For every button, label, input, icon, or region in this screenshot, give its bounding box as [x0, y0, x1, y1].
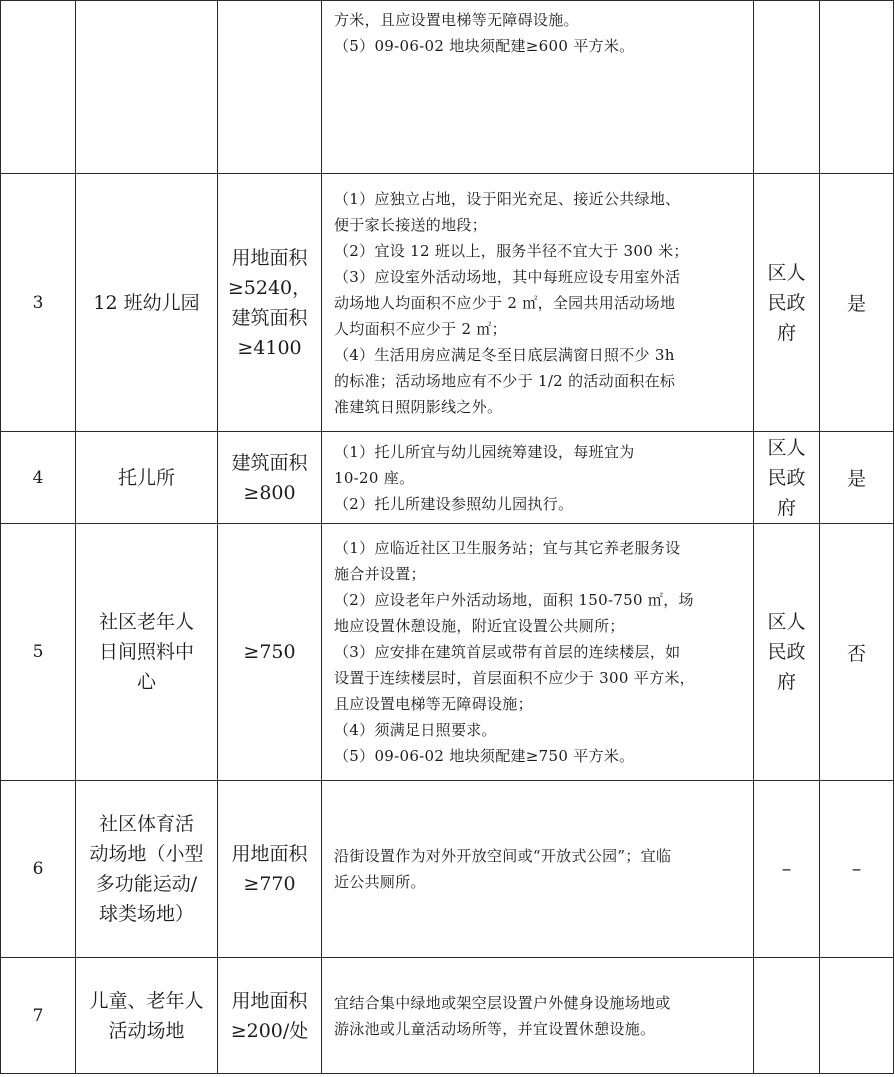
name-line: 12 班幼儿园	[93, 291, 200, 314]
requirement-line: 方米，且应设置电梯等无障碍设施。	[334, 11, 579, 29]
dept-line: 民政	[767, 466, 806, 489]
area-spec	[218, 174, 322, 432]
name-line: 社区老年人	[98, 611, 194, 633]
table-row	[1, 432, 894, 524]
requirement-line: （1）应临近社区卫生服务站；宜与其它养老服务设	[334, 539, 681, 557]
row-number: 7	[1, 958, 76, 1074]
table-row	[1, 174, 894, 432]
area-line: ≥200/处	[230, 1019, 309, 1042]
responsible-dept	[754, 781, 820, 958]
row-number: 6	[1, 781, 76, 958]
facility-name	[76, 524, 218, 781]
area-spec	[218, 524, 322, 781]
requirement-line: 便于家长接送的地段；	[334, 215, 488, 234]
dept-line: 府	[776, 671, 796, 693]
name-line: 日间照料中	[98, 641, 194, 663]
table-row	[1, 1, 894, 174]
dept-line: –	[781, 858, 792, 880]
area-spec	[218, 781, 322, 958]
responsible-dept	[754, 174, 820, 432]
facility-name	[76, 958, 218, 1074]
requirement-line: （3）应安排在建筑首层或带有首层的连续楼层，如	[334, 643, 681, 661]
requirement-line: 施合并设置；	[334, 565, 426, 583]
name-line: 社区体育活	[98, 813, 194, 835]
name-line: 儿童、老年人	[89, 989, 204, 1012]
requirements	[322, 432, 754, 524]
name-line: 多功能运动/	[95, 873, 198, 895]
name-line: 托儿所	[117, 466, 175, 489]
dept-line: 民政	[767, 291, 806, 314]
flag-cell: 是	[820, 432, 894, 524]
table-row	[1, 524, 894, 781]
requirement-line: 的标准；活动场地应有不少于 1/2 的活动面积在标	[334, 371, 676, 390]
facility-name	[76, 432, 218, 524]
responsible-dept	[754, 958, 820, 1074]
area-spec	[218, 432, 322, 524]
dept-line: 府	[776, 496, 796, 519]
area-spec	[218, 958, 322, 1074]
requirement-line: 人均面积不应少于 2 ㎡；	[334, 319, 507, 338]
flag-cell	[820, 958, 894, 1074]
area-line: 用地面积	[231, 989, 308, 1012]
flag-cell: 是	[820, 174, 894, 432]
name-line: 活动场地	[108, 1019, 185, 1042]
area-line: ≥5240，	[227, 276, 312, 299]
requirement-line: 游泳池或儿童活动场所等，并宜设置休憩设施。	[334, 1019, 656, 1038]
dept-line: 区人	[767, 611, 806, 633]
requirement-line: 动场地人均面积不应少于 2 ㎡，全园共用活动场地	[334, 293, 676, 312]
requirement-line: 且应设置电梯等无障碍设施；	[334, 695, 533, 713]
dept-line: 区人	[767, 436, 806, 459]
row-number: 4	[1, 432, 76, 524]
flag-cell: 否	[820, 524, 894, 781]
requirement-line: 设置于连续楼层时，首层面积不应少于 300 平方米，	[334, 669, 695, 687]
requirement-line: 宜结合集中绿地或架空层设置户外健身设施场地或	[334, 993, 671, 1012]
responsible-dept	[754, 432, 820, 524]
requirement-line: （1）托儿所宜与幼儿园统筹建设，每班宜为	[334, 442, 635, 461]
flag-cell	[820, 1, 894, 174]
requirement-line: 地应设置休憩设施，附近宜设置公共厕所；	[334, 617, 625, 635]
requirement-line: （4）生活用房应满足冬至日底层满窗日照不少 3h	[334, 345, 675, 364]
name-line: 动场地（小型	[89, 843, 204, 865]
requirements	[322, 781, 754, 958]
requirement-line: （2）宜设 12 班以上，服务半径不宜大于 300 米；	[334, 241, 689, 260]
area-line: ≥750	[243, 641, 296, 663]
area-spec	[218, 1, 322, 174]
row-number	[1, 1, 76, 174]
requirements	[322, 524, 754, 781]
dept-line: 民政	[767, 641, 806, 663]
requirement-line: 准建筑日照阴影线之外。	[334, 397, 503, 416]
responsible-dept	[754, 1, 820, 174]
area-line: ≥4100	[237, 336, 302, 359]
table-row	[1, 958, 894, 1074]
area-line: 用地面积	[231, 246, 308, 269]
area-line: ≥770	[243, 873, 296, 895]
area-line: 用地面积	[231, 843, 308, 865]
requirement-line: 10-20 座。	[334, 468, 415, 487]
flag-cell: –	[820, 781, 894, 958]
requirement-line: （4）须满足日照要求。	[334, 721, 497, 739]
area-line: 建筑面积	[231, 451, 308, 474]
facility-name	[76, 1, 218, 174]
requirement-line: 近公共厕所。	[334, 873, 426, 891]
area-line: ≥800	[243, 481, 296, 504]
dept-line: 区人	[767, 261, 806, 284]
facility-name	[76, 781, 218, 958]
table-row	[1, 781, 894, 958]
requirements	[322, 1, 754, 174]
responsible-dept	[754, 524, 820, 781]
name-line: 球类场地）	[98, 903, 194, 925]
row-number: 5	[1, 524, 76, 781]
facility-name	[76, 174, 218, 432]
requirement-line: （5）09-06-02 地块须配建≥750 平方米。	[334, 747, 635, 765]
row-number: 3	[1, 174, 76, 432]
area-line: 建筑面积	[231, 306, 308, 329]
requirement-line: （2）应设老年户外活动场地，面积 150-750 ㎡，场	[334, 591, 694, 609]
requirement-line: （5）09-06-02 地块须配建≥600 平方米。	[334, 37, 635, 55]
requirement-line: （1）应独立占地，设于阳光充足、接近公共绿地、	[334, 189, 681, 208]
dept-line: 府	[776, 321, 796, 344]
requirement-line: （3）应设室外活动场地，其中每班应设专用室外活	[334, 267, 681, 286]
requirement-line: 沿街设置作为对外开放空间或“开放式公园”；宜临	[334, 847, 672, 865]
requirements	[322, 174, 754, 432]
requirement-line: （2）托儿所建设参照幼儿园执行。	[334, 494, 574, 513]
requirements	[322, 958, 754, 1074]
name-line: 心	[136, 671, 156, 693]
